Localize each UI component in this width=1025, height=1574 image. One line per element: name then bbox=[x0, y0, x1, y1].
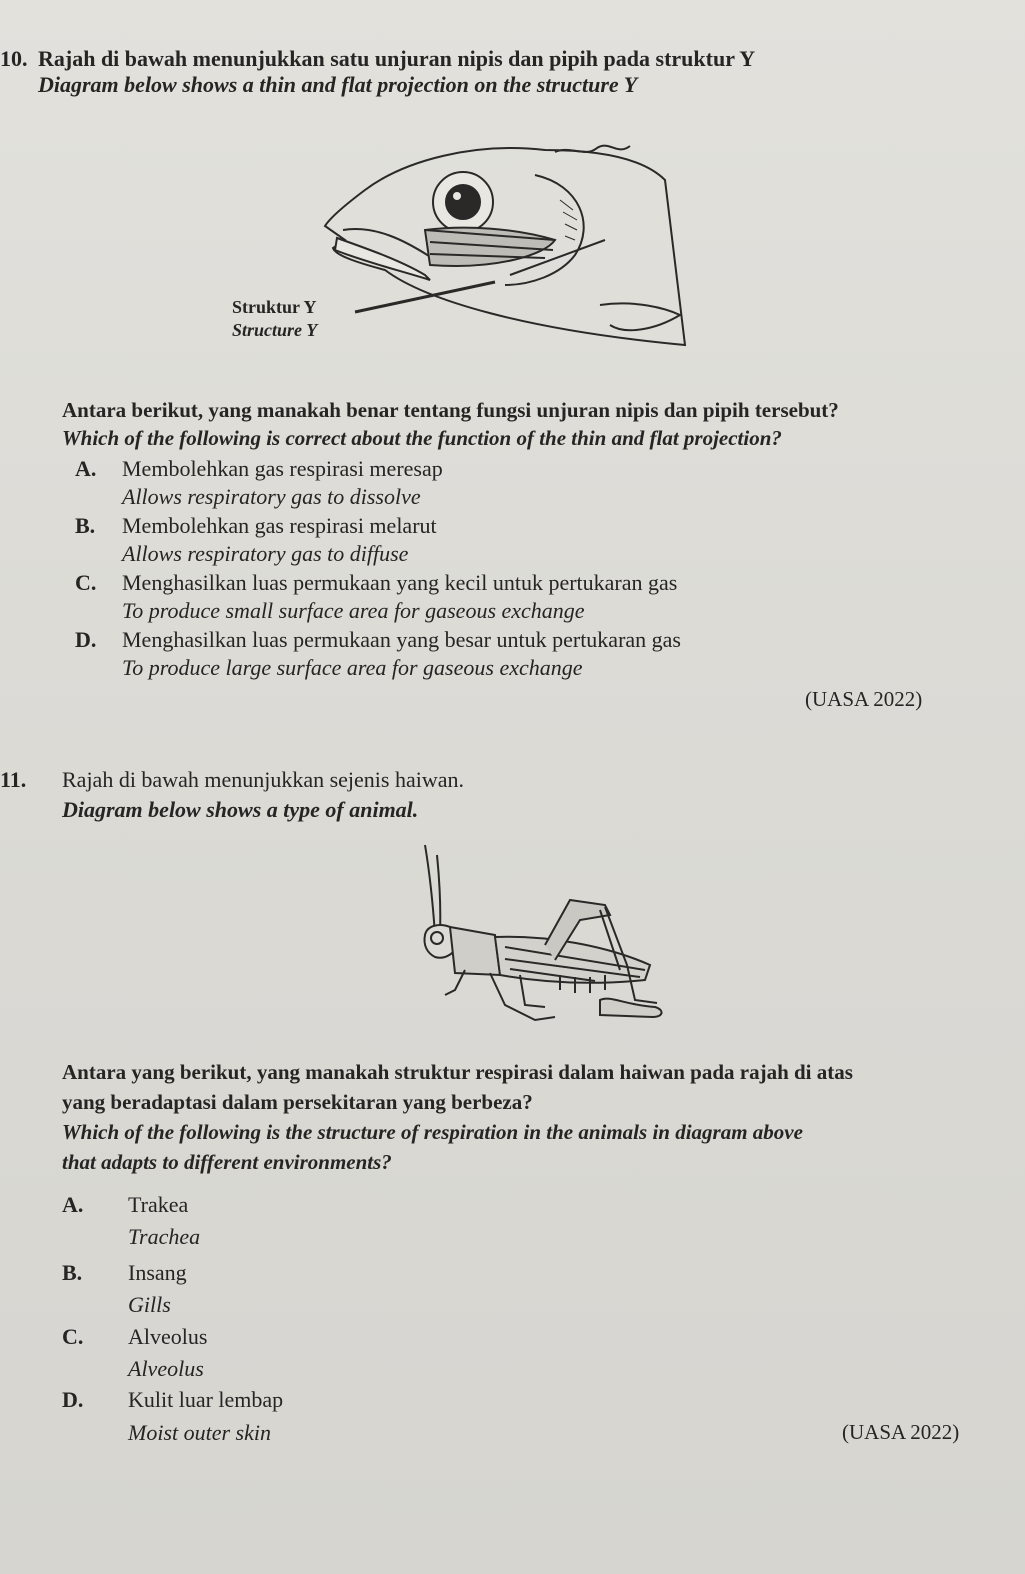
q11-option-b-english[interactable]: Gills bbox=[128, 1292, 171, 1317]
q11-option-a-letter: A. bbox=[62, 1192, 84, 1217]
q10-intro-malay: Rajah di bawah menunjukkan satu unjuran nipis dan pipih pada struktur Y bbox=[38, 46, 756, 71]
q10-option-c-malay[interactable]: Menghasilkan luas permukaan yang kecil untuk pertukaran gas bbox=[122, 570, 678, 595]
q10-option-b-letter: B. bbox=[75, 513, 96, 538]
q10-option-a-letter: A. bbox=[75, 456, 97, 481]
q11-option-b-malay[interactable]: Insang bbox=[128, 1260, 187, 1285]
q10-option-d-english[interactable]: To produce large surface area for gaseous exchange bbox=[122, 655, 583, 680]
q11-option-a-malay[interactable]: Trakea bbox=[128, 1192, 189, 1217]
structure-y-label-english: Structure Y bbox=[232, 320, 318, 340]
q11-option-d-malay[interactable]: Kulit luar lembap bbox=[128, 1387, 284, 1412]
q10-option-a-english[interactable]: Allows respiratory gas to dissolve bbox=[122, 484, 421, 509]
q11-option-c-english[interactable]: Alveolus bbox=[128, 1356, 204, 1381]
q10-intro-english: Diagram below shows a thin and flat projection on the structure Y bbox=[38, 72, 638, 97]
q11-option-d-letter: D. bbox=[62, 1387, 84, 1412]
q10-option-a-malay[interactable]: Membolehkan gas respirasi meresap bbox=[122, 456, 443, 481]
q10-option-c-letter: C. bbox=[75, 570, 97, 595]
q10-question-malay: Antara berikut, yang manakah benar tentang fungsi unjuran nipis dan pipih tersebut? bbox=[62, 398, 839, 422]
structure-y-label-malay: Struktur Y bbox=[232, 297, 317, 317]
q11-question-malay-1: Antara yang berikut, yang manakah struktur respirasi dalam haiwan pada rajah di atas bbox=[62, 1060, 853, 1084]
q10-number: 10. bbox=[0, 46, 28, 71]
q11-option-b-letter: B. bbox=[62, 1260, 83, 1285]
q11-question-english-1: Which of the following is the structure of respiration in the animals in diagram above bbox=[62, 1120, 803, 1144]
q11-option-a-english[interactable]: Trachea bbox=[128, 1224, 201, 1249]
q11-option-c-malay[interactable]: Alveolus bbox=[128, 1324, 208, 1349]
q10-source: (UASA 2022) bbox=[805, 687, 923, 711]
q11-source: (UASA 2022) bbox=[842, 1420, 960, 1444]
q11-intro-malay: Rajah di bawah menunjukkan sejenis haiwan. bbox=[62, 767, 465, 792]
q11-question-english-2: that adapts to different environments? bbox=[62, 1150, 392, 1174]
q11-intro-english: Diagram below shows a type of animal. bbox=[62, 797, 419, 822]
q10-option-d-malay[interactable]: Menghasilkan luas permukaan yang besar untuk pertukaran gas bbox=[122, 627, 681, 652]
q10-option-b-english[interactable]: Allows respiratory gas to diffuse bbox=[122, 541, 409, 566]
q11-option-d-english[interactable]: Moist outer skin bbox=[128, 1420, 271, 1445]
q10-option-b-malay[interactable]: Membolehkan gas respirasi melarut bbox=[122, 513, 437, 538]
q11-option-c-letter: C. bbox=[62, 1324, 84, 1349]
grasshopper-diagram bbox=[395, 835, 685, 1035]
q11-number: 11. bbox=[0, 767, 27, 792]
q10-option-d-letter: D. bbox=[75, 627, 97, 652]
q10-question-english: Which of the following is correct about the function of the thin and flat projection? bbox=[62, 426, 782, 450]
q11-question-malay-2: yang beradaptasi dalam persekitaran yang berbeza? bbox=[62, 1090, 533, 1114]
q10-option-c-english[interactable]: To produce small surface area for gaseous exchange bbox=[122, 598, 585, 623]
